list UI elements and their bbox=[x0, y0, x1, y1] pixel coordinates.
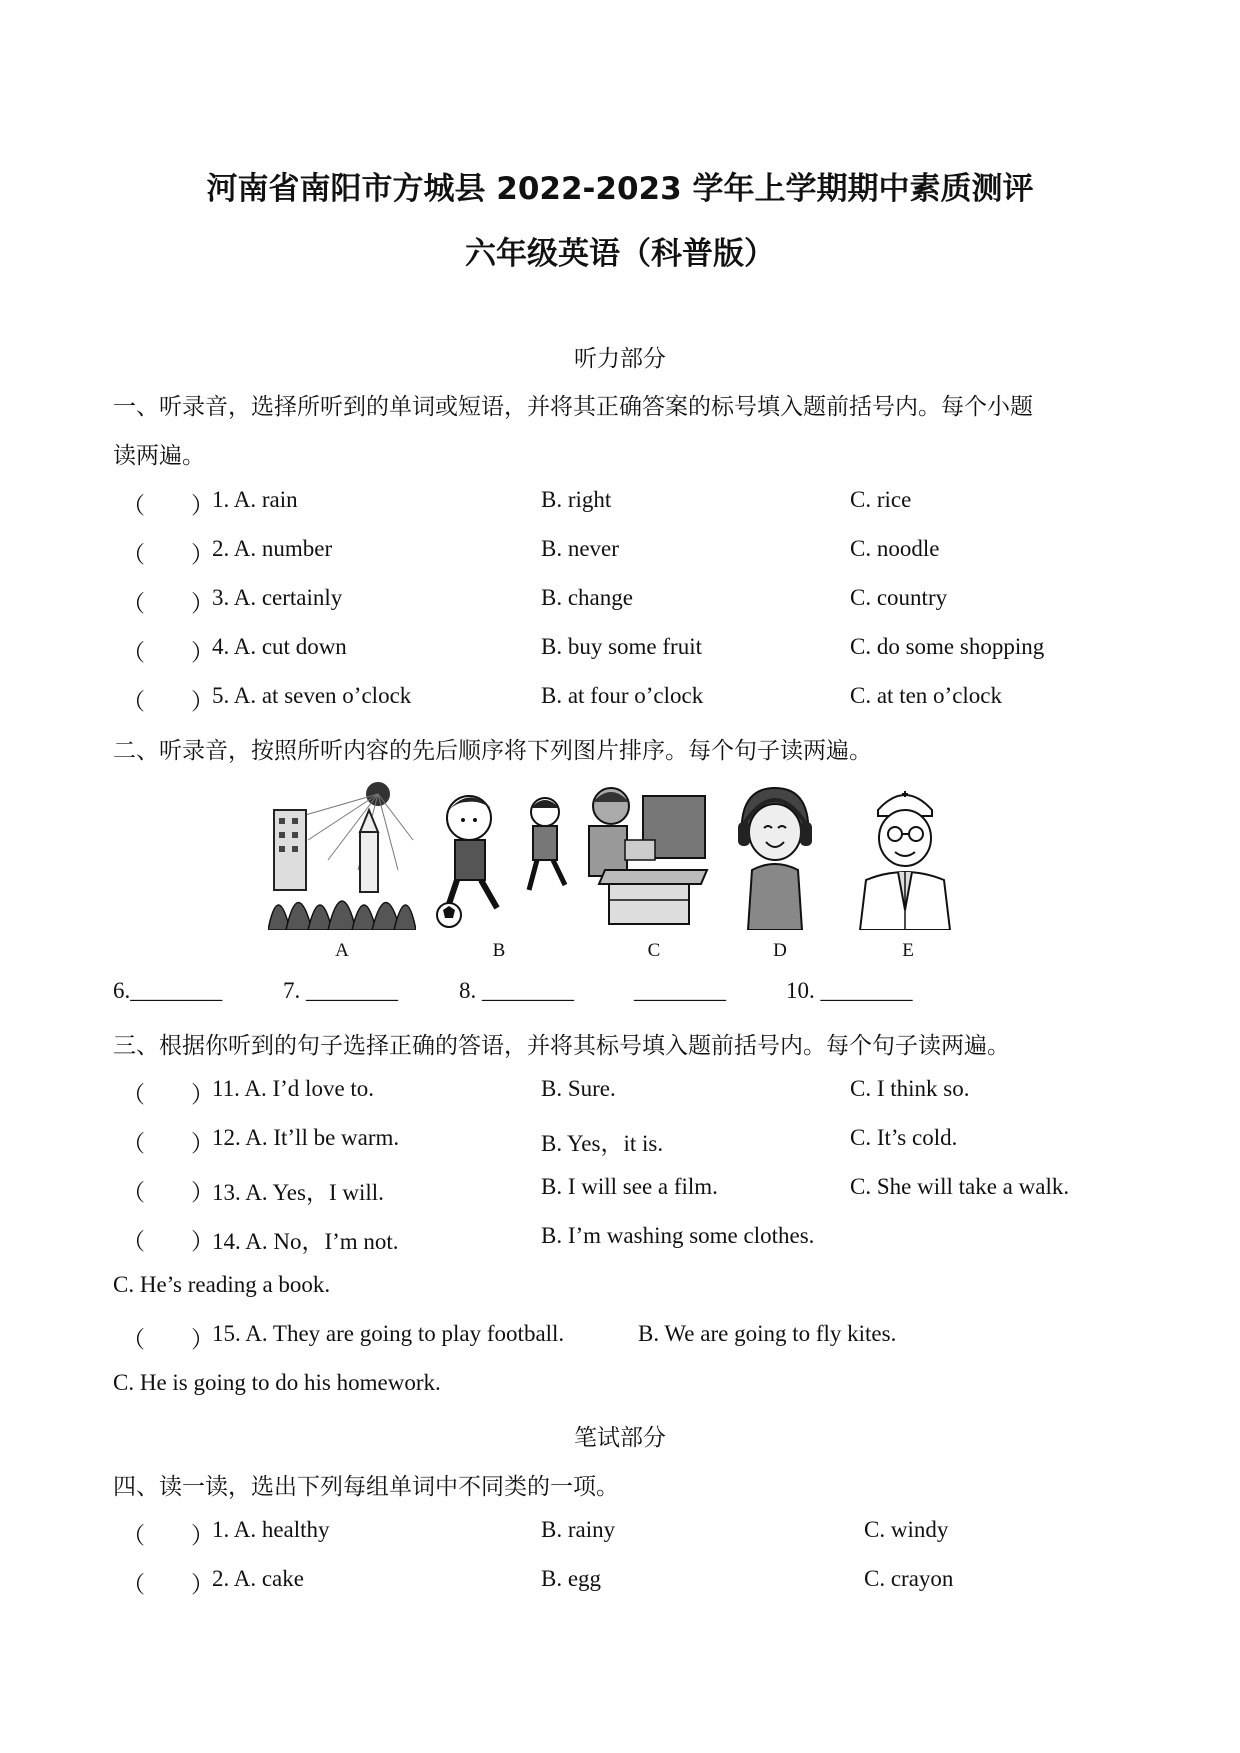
doctor-icon bbox=[850, 780, 960, 930]
girl-headphones-icon bbox=[730, 780, 820, 930]
option-b: B. buy some fruit bbox=[541, 634, 702, 659]
option-a: 2. A. number bbox=[212, 536, 333, 561]
option-b: B. rainy bbox=[541, 1517, 616, 1542]
picture-label: C bbox=[647, 940, 661, 961]
answer-paren[interactable]: （ ） bbox=[122, 1327, 214, 1352]
option-c: C. rice bbox=[850, 487, 912, 512]
picture-label: B bbox=[492, 940, 506, 961]
option-c: C. He’s reading a book. bbox=[113, 1272, 331, 1297]
option-b: B. change bbox=[541, 585, 633, 610]
option-c: C. country bbox=[850, 585, 948, 610]
answer-paren[interactable]: （ ） bbox=[122, 1131, 214, 1156]
option-c: C. She will take a walk. bbox=[850, 1174, 1070, 1199]
writing-section-title: 笔试部分 bbox=[574, 1425, 666, 1451]
option-c: C. noodle bbox=[850, 536, 940, 561]
answer-paren[interactable]: （ ） bbox=[122, 689, 214, 714]
option-a: 1. A. rain bbox=[212, 487, 298, 512]
picture-label: E bbox=[902, 940, 914, 961]
page-subtitle: 六年级英语（科普版） bbox=[465, 236, 775, 272]
answer-paren[interactable]: （ ） bbox=[122, 1180, 214, 1205]
option-b: B. Yes，it is. bbox=[541, 1131, 664, 1156]
part2-heading: 二、听录音，按照所听内容的先后顺序将下列图片排序。每个句子读两遍。 bbox=[113, 738, 872, 764]
part3-heading: 三、根据你听到的句子选择正确的答语，并将其标号填入题前括号内。每个句子读两遍。 bbox=[113, 1033, 1010, 1059]
option-b: B. never bbox=[541, 536, 619, 561]
part1-heading: 一、听录音，选择所听到的单词或短语，并将其正确答案的标号填入题前括号内。每个小题 bbox=[113, 394, 1033, 420]
option-c: C. do some shopping bbox=[850, 634, 1045, 659]
option-a: 5. A. at seven o’clock bbox=[212, 683, 412, 708]
option-b: B. at four o’clock bbox=[541, 683, 704, 708]
answer-paren[interactable]: （ ） bbox=[122, 1523, 214, 1548]
option-a: 3. A. certainly bbox=[212, 585, 343, 610]
option-c: C. crayon bbox=[864, 1566, 954, 1591]
picture-label: D bbox=[773, 940, 787, 961]
option-a: 2. A. cake bbox=[212, 1566, 304, 1591]
option-a: 12. A. It’ll be warm. bbox=[212, 1125, 400, 1150]
answer-paren[interactable]: （ ） bbox=[122, 1229, 214, 1254]
option-c: C. I think so. bbox=[850, 1076, 970, 1101]
answer-paren[interactable]: （ ） bbox=[122, 542, 214, 567]
option-b: B. We are going to fly kites. bbox=[638, 1321, 897, 1346]
listening-section-title: 听力部分 bbox=[574, 346, 666, 372]
answer-blank[interactable]: 6.________ bbox=[113, 978, 223, 1003]
answer-paren[interactable]: （ ） bbox=[122, 640, 214, 665]
option-c: C. at ten o’clock bbox=[850, 683, 1003, 708]
answer-paren[interactable]: （ ） bbox=[122, 591, 214, 616]
answer-paren[interactable]: （ ） bbox=[122, 1082, 214, 1107]
option-b: B. right bbox=[541, 487, 612, 512]
answer-paren[interactable]: （ ） bbox=[122, 1572, 214, 1597]
answer-blank[interactable]: 10. ________ bbox=[786, 978, 913, 1003]
option-a: 1. A. healthy bbox=[212, 1517, 330, 1542]
part4-heading: 四、读一读，选出下列每组单词中不同类的一项。 bbox=[113, 1474, 619, 1500]
city-sun-icon bbox=[268, 780, 416, 930]
option-c: C. windy bbox=[864, 1517, 949, 1542]
option-a: 11. A. I’d love to. bbox=[212, 1076, 375, 1101]
option-b: B. Sure. bbox=[541, 1076, 616, 1101]
option-b: B. egg bbox=[541, 1566, 602, 1591]
answer-blank[interactable]: 7. ________ bbox=[283, 978, 398, 1003]
boy-computer-icon bbox=[585, 780, 715, 930]
answer-blank[interactable]: ________ bbox=[634, 978, 726, 1003]
option-a: 15. A. They are going to play football. bbox=[212, 1321, 565, 1346]
part1-heading-cont: 读两遍。 bbox=[113, 443, 205, 469]
option-a: 14. A. No，I’m not. bbox=[212, 1229, 399, 1254]
boys-football-icon bbox=[427, 780, 577, 930]
option-a: 4. A. cut down bbox=[212, 634, 347, 659]
option-c: C. It’s cold. bbox=[850, 1125, 958, 1150]
option-b: B. I will see a film. bbox=[541, 1174, 718, 1199]
page-title: 河南省南阳市方城县 2022-2023 学年上学期期中素质测评 bbox=[206, 171, 1034, 207]
picture-label: A bbox=[335, 940, 349, 961]
answer-paren[interactable]: （ ） bbox=[122, 493, 214, 518]
option-a: 13. A. Yes，I will. bbox=[212, 1180, 384, 1205]
option-b: B. I’m washing some clothes. bbox=[541, 1223, 815, 1248]
option-c: C. He is going to do his homework. bbox=[113, 1370, 441, 1395]
answer-blank[interactable]: 8. ________ bbox=[459, 978, 574, 1003]
